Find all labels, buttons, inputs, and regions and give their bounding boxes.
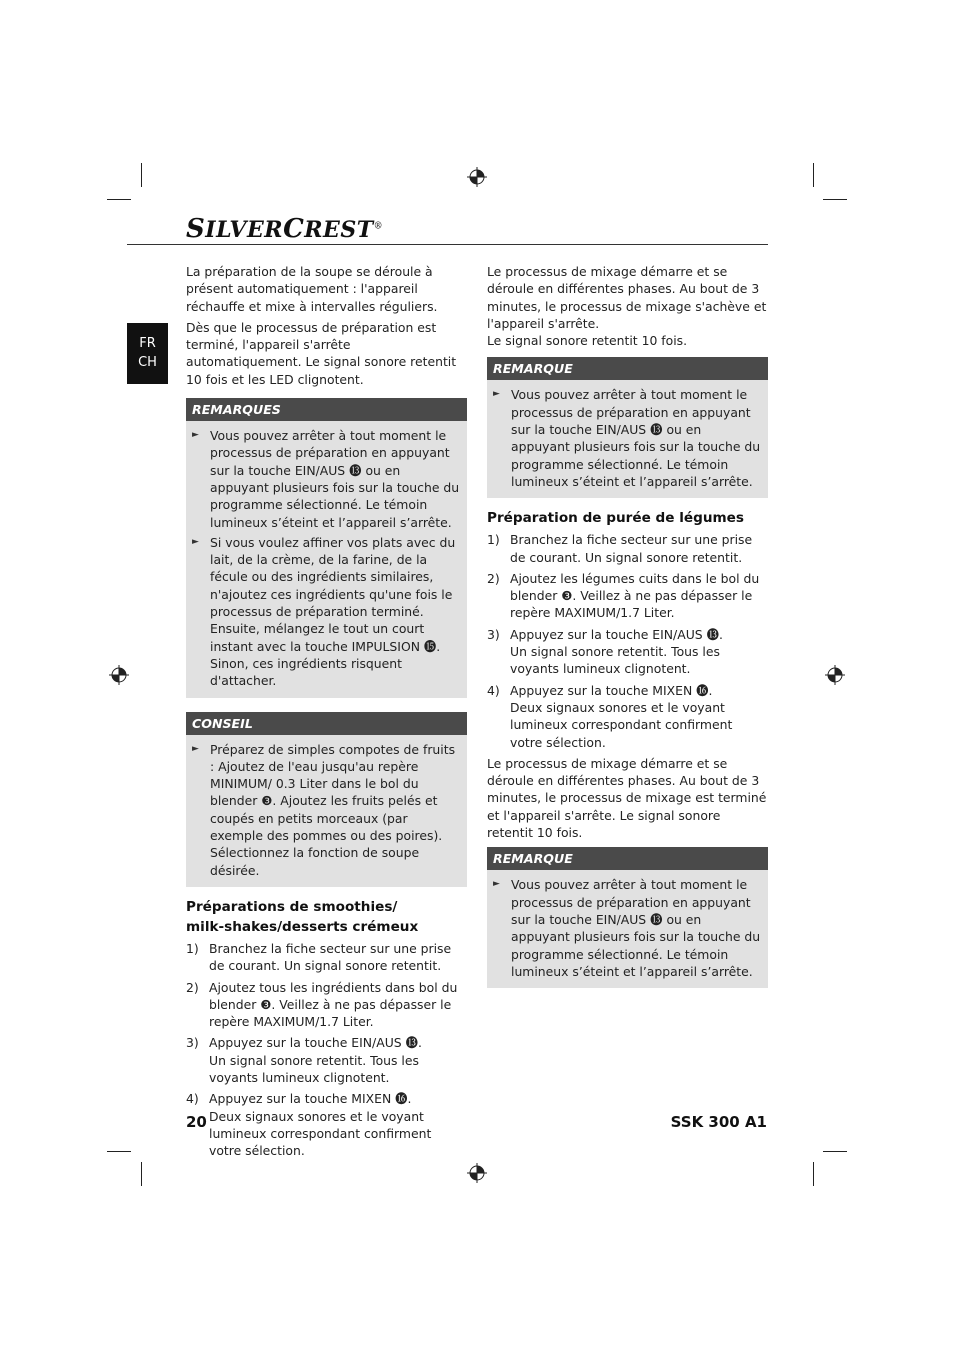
- paragraph: Le processus de mixage démarre et se déroule en différentes phases. Au bout de 3 minutes, le processus de mixage est terminé et l'appareil s'arrête. Le signal sonore retentit 10 fois.: [487, 755, 767, 841]
- list-item: [186, 427, 467, 531]
- section-title: Préparation de purée de légumes: [487, 510, 744, 527]
- arrow-right-icon: ►: [192, 536, 199, 547]
- step-number: 3): [487, 626, 500, 642]
- step-text: Branchez la fiche secteur sur une prise de courant. Un signal sonore retentit.: [510, 532, 753, 565]
- crop-mark: [107, 199, 131, 200]
- paragraph: La préparation de la soupe se déroule à présent automatiquement : l'appareil réchauffe et mixe à intervalles réguliers.: [186, 264, 438, 314]
- box-title: REMARQUES: [186, 398, 467, 421]
- list-item-text: Vous pouvez arrêter à tout moment le processus de préparation en appuyant sur la touche EIN/AUS ⓭ ou en appuyant plusieurs fois sur la touche du programme sélectionné. Le témoin lumineux s’éteint et l’appareil s’arrête.: [511, 387, 761, 489]
- registration-mark-icon: [467, 167, 487, 187]
- model-number: SSK 300 A1: [670, 1113, 767, 1131]
- crop-mark: [141, 163, 142, 187]
- step-text: Appuyez sur la touche MIXEN ⓰.: [510, 682, 713, 698]
- registration-mark-icon: [825, 665, 845, 685]
- step-item: [487, 531, 768, 566]
- remarque-box: [487, 357, 768, 498]
- step-text: Branchez la fiche secteur sur une prise de courant. Un signal sonore retentit.: [209, 940, 452, 974]
- box-title: REMARQUE: [487, 847, 768, 870]
- list-item-text: Préparez de simples compotes de fruits : Ajoutez de l'eau jusqu'au repère MINIMUM/ 0.3 Liter dans le bol du blender ❸. Ajoutez les fruits pelés et coupés en petits morceaux (par exemple des pommes ou des poires). Sélectionnez la fonction de soupe désirée.: [210, 741, 456, 878]
- right-column: [487, 263, 768, 998]
- step-number: 2): [487, 570, 500, 586]
- page-number: 20: [186, 1113, 207, 1131]
- step-item: [186, 979, 467, 1031]
- list-item: [186, 741, 467, 879]
- section-title: Préparations de smoothies/ milk-shakes/desserts crémeux: [186, 898, 419, 935]
- crop-mark: [141, 1162, 142, 1186]
- step-item: [487, 682, 768, 751]
- arrow-right-icon: ►: [493, 389, 500, 400]
- step-item: [487, 570, 768, 622]
- crop-mark: [823, 1151, 847, 1152]
- step-number: 3): [186, 1035, 199, 1051]
- arrow-right-icon: ►: [192, 430, 199, 441]
- step-subtext: Deux signaux sonores et le voyant lumineux correspondant confirment votre sélection.: [510, 699, 733, 750]
- crop-mark: [107, 1151, 131, 1152]
- box-title: CONSEIL: [186, 712, 467, 735]
- step-number: 1): [186, 940, 199, 956]
- step-item: [186, 1090, 467, 1159]
- conseil-box: [186, 712, 467, 887]
- paragraph: Dès que le processus de préparation est terminé, l'appareil s'arrête automatiquement. Le signal sonore retentit 10 fois et les LED clignotent.: [186, 319, 457, 387]
- arrow-right-icon: ►: [493, 879, 500, 890]
- list-item: [487, 876, 768, 980]
- header-divider: [127, 244, 768, 245]
- box-title: REMARQUE: [487, 357, 768, 380]
- step-item: [186, 1034, 467, 1086]
- crop-mark: [813, 163, 814, 187]
- step-text: Appuyez sur la touche MIXEN ⓰.: [209, 1091, 412, 1107]
- step-subtext: Un signal sonore retentit. Tous les voyants lumineux clignotent.: [510, 644, 720, 677]
- crop-mark: [813, 1162, 814, 1186]
- step-text: Ajoutez les légumes cuits dans le bol du blender ❸. Veillez à ne pas dépasser le repère MAXIMUM/1.7 Liter.: [510, 570, 760, 621]
- list-item: [186, 534, 467, 690]
- step-text: Appuyez sur la touche EIN/AUS ⓭.: [510, 626, 723, 642]
- paragraph: Le processus de mixage démarre et se déroule en différentes phases. Au bout de 3 minutes, le processus de mixage s'achève et l'appareil s'arrête. Le signal sonore retentit 10 fois.: [487, 264, 767, 349]
- step-text: Ajoutez tous les ingrédients dans bol du blender ❸. Veillez à ne pas dépasser le repère MAXIMUM/1.7 Liter.: [209, 979, 458, 1030]
- registration-mark-icon: [467, 1163, 487, 1183]
- list-item-text: Si vous voulez affiner vos plats avec du lait, de la crème, de la farine, de la fécule ou des ingrédients similaires, n'ajoutez ces ingrédients qu'une fois le processus de préparation terminé. Ensuite, mélangez le tout un court instant avec la touche IMPULSION ⓯. Sinon, ces ingrédients risquent d'attacher.: [210, 534, 456, 689]
- step-subtext: Un signal sonore retentit. Tous les voyants lumineux clignotent.: [209, 1052, 419, 1085]
- language-code: FR: [139, 336, 156, 351]
- step-item: [186, 940, 467, 975]
- remarque-box: [487, 847, 768, 988]
- remarques-box: [186, 398, 467, 697]
- step-number: 4): [186, 1091, 199, 1107]
- list-item-text: Vous pouvez arrêter à tout moment le processus de préparation en appuyant sur la touche EIN/AUS ⓭ ou en appuyant plusieurs fois sur la touche du programme sélectionné. Le témoin lumineux s’éteint et l’appareil s’arrête.: [210, 428, 460, 530]
- list-item: [487, 386, 768, 490]
- step-number: 4): [487, 682, 500, 698]
- registration-mark-icon: [109, 665, 129, 685]
- language-code: CH: [138, 355, 157, 370]
- step-item: [487, 626, 768, 678]
- step-text: Appuyez sur la touche EIN/AUS ⓭.: [209, 1035, 422, 1051]
- left-column: [186, 263, 467, 1163]
- step-number: 1): [487, 532, 500, 548]
- step-number: 2): [186, 979, 199, 995]
- arrow-right-icon: ►: [192, 743, 199, 754]
- crop-mark: [823, 199, 847, 200]
- step-subtext: Deux signaux sonores et le voyant lumineux correspondant confirment votre sélection.: [209, 1108, 432, 1159]
- brand-logo: SILVERCREST®: [186, 214, 384, 244]
- list-item-text: Vous pouvez arrêter à tout moment le processus de préparation en appuyant sur la touche EIN/AUS ⓭ ou en appuyant plusieurs fois sur la touche du programme sélectionné. Le témoin lumineux s’éteint et l’appareil s’arrête.: [511, 877, 761, 979]
- language-tab: [127, 323, 168, 384]
